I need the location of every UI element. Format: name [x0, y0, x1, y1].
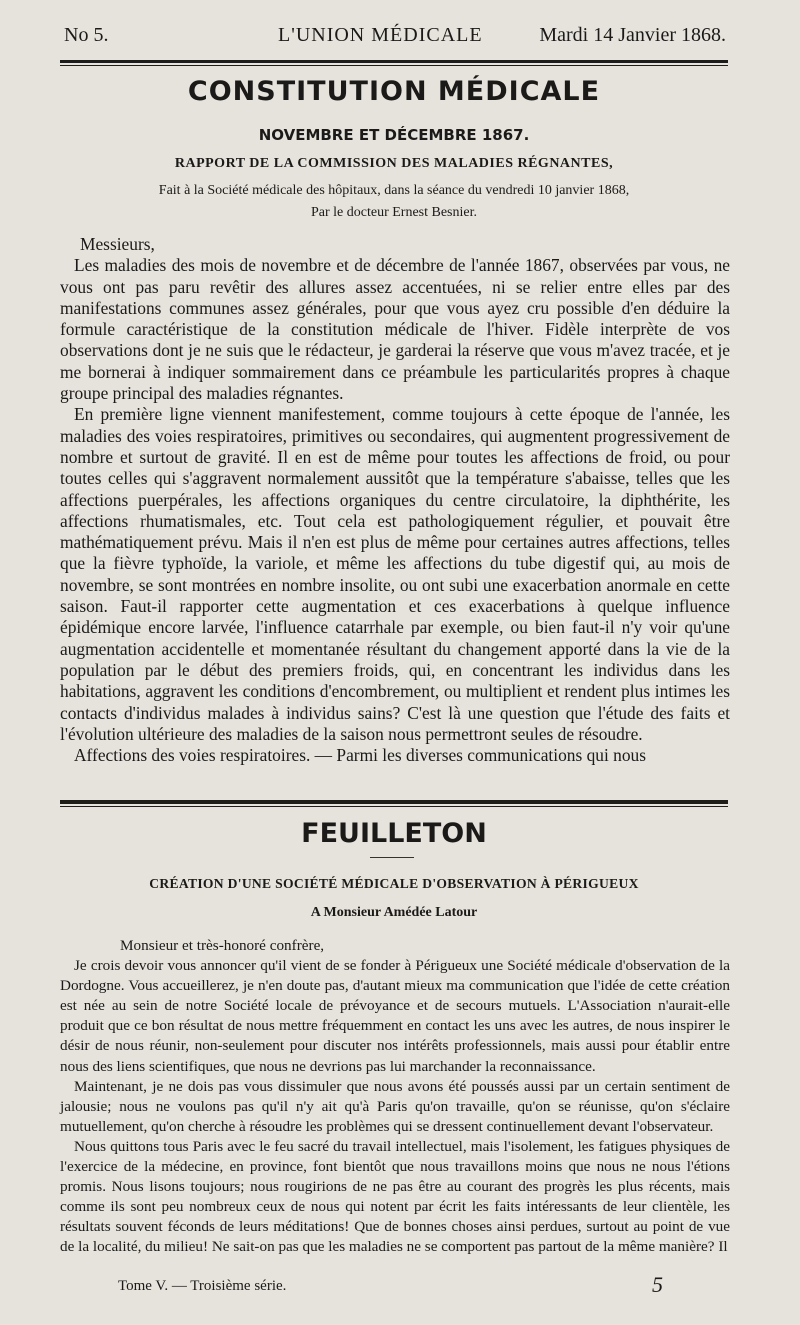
- article-context: Fait à la Société médicale des hôpitaux, dans la séance du vendredi 10 janvier 1868,: [158, 183, 630, 198]
- article-body: [60, 234, 730, 766]
- article-salutation: Messieurs,: [80, 234, 155, 254]
- article-report-heading: RAPPORT DE LA COMMISSION DES MALADIES RÉGNANTES,: [174, 156, 614, 171]
- feuilleton-paragraph: Maintenant, je ne dois pas vous dissimuler que nous avons été poussés aussi par un certain sentiment de jalousie; nous ne voulons pas qu'il n'y ait qu'à Paris qu'on travaille, qu'on se réunisse, qu'on s'éclaire mutuellement, qu'on cherche à résoudre les problèmes qui se dressent continuellement devant l'observateur.: [60, 1077, 730, 1135]
- article-paragraph: Affections des voies respiratoires. — Parmi les diverses communications qui nous: [74, 745, 647, 766]
- feuilleton-paragraph: Je crois devoir vous annoncer qu'il vient de se fonder à Périgueux une Société médicale d'observation de la Dordogne. Vous accueillerez, je n'en doute pas, d'autant mieux ma communication que l'idée de cette création est née au sein de notre Société locale de prévoyance et de secours mutuels. L'Association n'aurait-elle produit que ce bon résultat de nous mettre fréquemment en contact les uns avec les autres, de nous inspirer le désir de nous réunir, non-seulement pour discuter nos intérêts professionnels, mais aussi pour établir entre nous des liens scientifiques, que nous ne devrions pas lui marchander la reconnaissance.: [60, 957, 730, 1075]
- page-header: [64, 24, 726, 54]
- article-period: NOVEMBRE ET DÉCEMBRE 1867.: [258, 126, 530, 144]
- article-author: Par le docteur Ernest Besnier.: [310, 205, 477, 220]
- section-rule: [60, 800, 728, 804]
- article-title: CONSTITUTION MÉDICALE: [187, 76, 601, 107]
- header-rule-thin: [60, 65, 728, 66]
- feuilleton-salutation: Monsieur et très-honoré confrère,: [120, 937, 325, 954]
- header-rule: [60, 60, 728, 63]
- article-paragraph: Les maladies des mois de novembre et de décembre de l'année 1867, observées par vous, ne vous ont pas paru revêtir des allures assez accentuées, ni se relier entre elles par des manifestations communes assez générales, pour que vous ayez cru possible d'en déduire la formule caractéristique de la constitution médicale de l'hiver. Fidèle interprète de vos observations dont je ne suis que le rédacteur, je garderai la réserve que vous m'avez tracée, et je me bornerai à indiquer sommairement dans ce préambule les particularités propres à chaque groupe principal des maladies régnantes.: [60, 255, 730, 404]
- article-paragraph: En première ligne viennent manifestement, comme toujours à cette époque de l'année, les maladies des voies respiratoires, primitives ou secondaires, qui augmentent progressivement de nombre et surtout de gravité. Il en est de même pour toutes les affections de froid, ou pour toutes celles qui s'aggravent normalement aussitôt que la température s'abaisse, telles que les affections puerpérales, les affections organiques du centre circulatoire, la diphthérite, les affections rhumatismales, etc. Tout cela est pathologiquement régulier, et pouvait être mathématiquement prévu. Mais il n'en est plus de même pour certaines autres affections, telles que la fièvre typhoïde, la variole, et même les affections du tube digestif qui, au mois de novembre, se sont montrées en nombre insolite, ou ont subi une exacerbation anormale en cette saison. Faut-il rapporter cette augmentation et ces exacerbations à quelque influence épidémique encore larvée, l'influence catarrhale par exemple, ou bien faut-il n'y voir qu'une augmentation accidentelle et momentanée résultant du changement apporté dans la vie de la population par le début des premiers froids, qui, en concentrant les individus dans les habitations, aggravent les conditions d'encombrement, ou multiplient et rendent plus intimes les contacts d'individus malades à individus sains? C'est là une question que l'étude des faits et l'évolution ultérieure des maladies de la saison nous permettront seules de résoudre.: [60, 404, 730, 744]
- feuilleton-title: FEUILLETON: [301, 818, 487, 849]
- signature-mark: 5: [652, 1272, 663, 1297]
- feuilleton-addressee: A Monsieur Amédée Latour: [310, 905, 478, 920]
- journal-name: L'UNION MÉDICALE: [278, 24, 483, 46]
- feuilleton-paragraph: Nous quittons tous Paris avec le feu sacré du travail intellectuel, mais l'isolement, les fatigues physiques de l'exercice de la médecine, en province, font bientôt que nous travaillons moins que nous ne nous l'étions promis. Nous lisons toujours; nous rougirions de ne pas être au courant des progrès les plus récents, mais comme ils sont peu nombreux ceux de nous qui notent par écrit les faits intéressants de leur clientèle, les résultats souvent féconds de leurs méditations! Que de bonnes choses ainsi perdues, surtout au point de vue de la localité, du milieu! Ne sait-on pas que les maladies ne se comportent pas partout de la même manière? Il: [60, 1137, 730, 1256]
- section-rule-thin: [60, 806, 728, 807]
- feuilleton-body: [60, 936, 730, 1258]
- feuilleton-divider: [370, 857, 414, 858]
- feuilleton-subtitle: CRÉATION D'UNE SOCIÉTÉ MÉDICALE D'OBSERVATION À PÉRIGUEUX: [149, 876, 639, 891]
- volume-line: Tome V. — Troisième série.: [118, 1278, 287, 1294]
- issue-date: Mardi 14 Janvier 1868.: [539, 24, 726, 46]
- issue-number: No 5.: [64, 24, 109, 46]
